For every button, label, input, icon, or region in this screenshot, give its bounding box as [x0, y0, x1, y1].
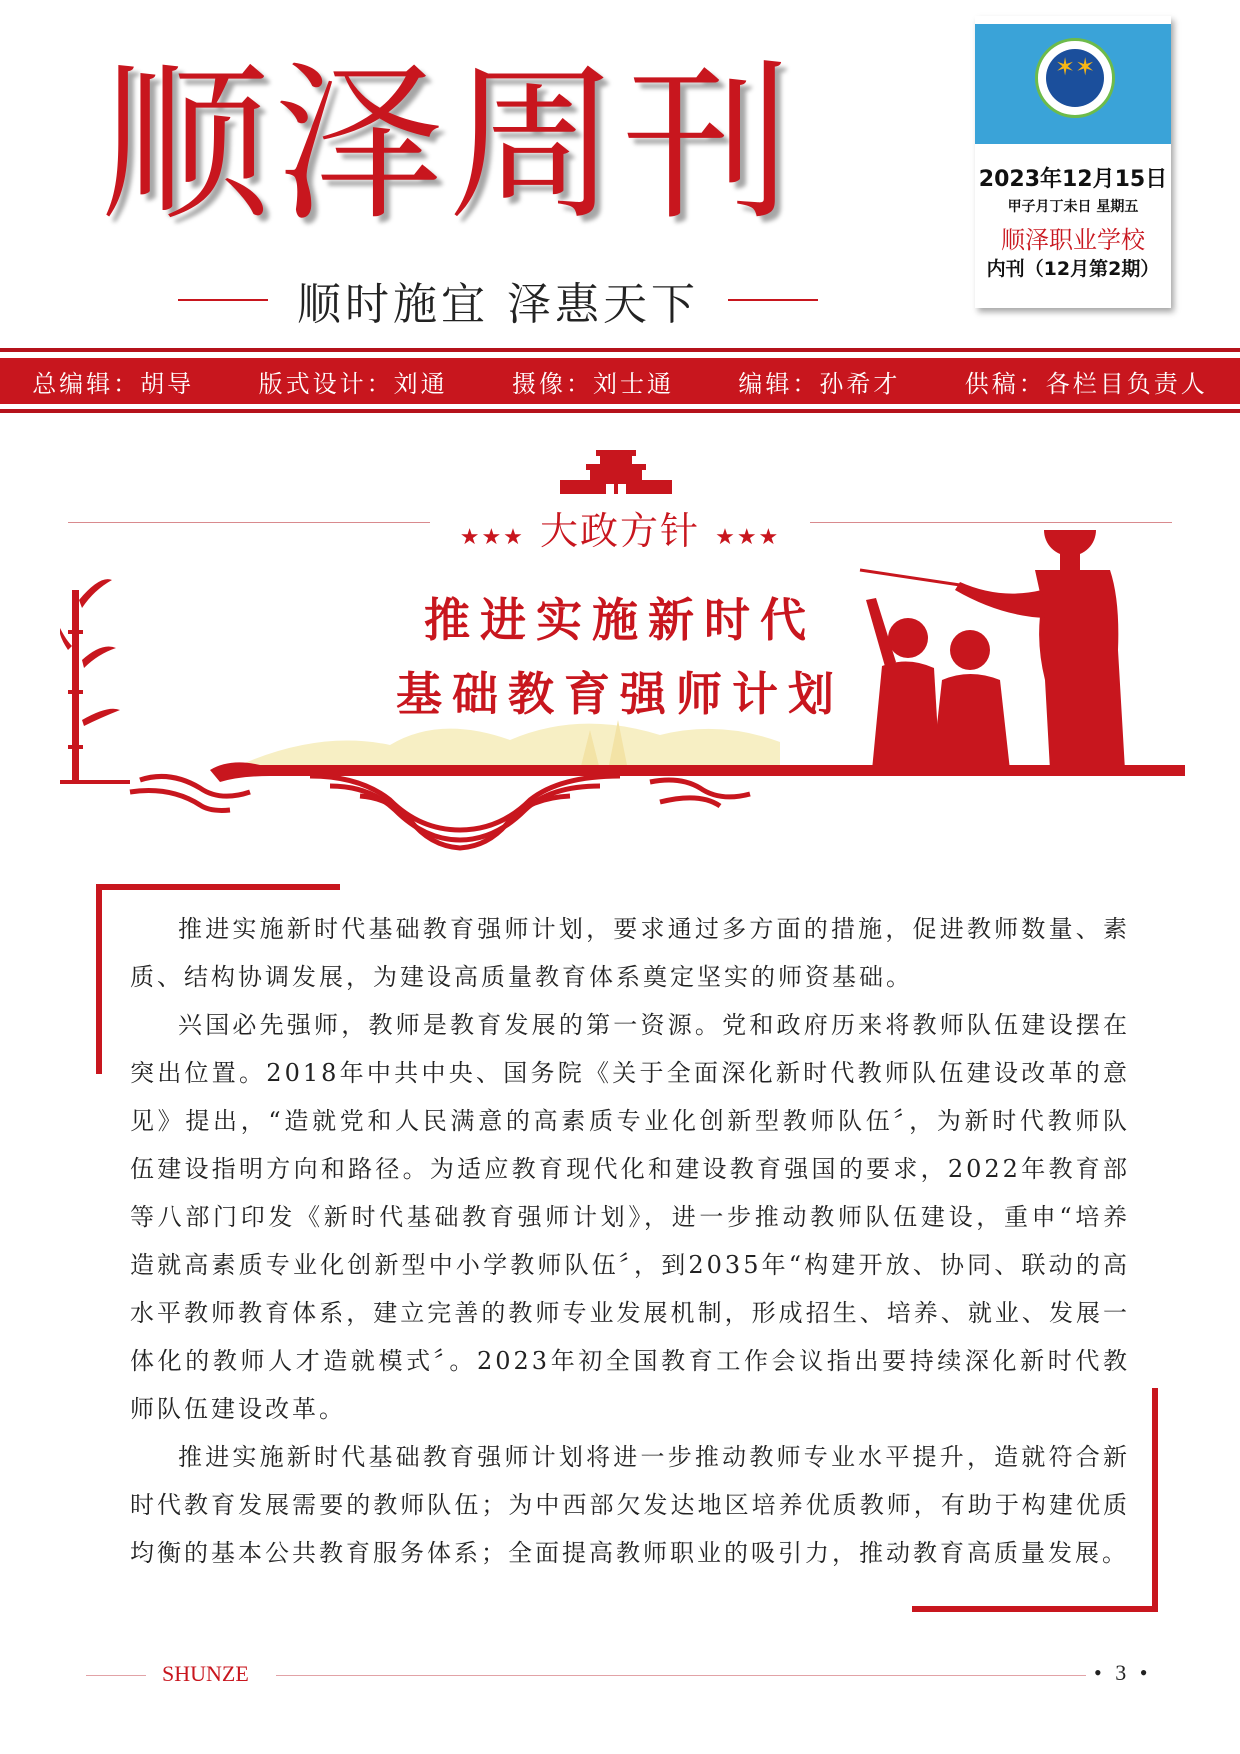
- slogan-left-rule: [178, 299, 268, 301]
- section-rule-right: [810, 522, 1172, 523]
- headline-line-2: 基础教育强师计划: [396, 667, 844, 721]
- masthead-title: 顺泽周刊: [100, 46, 797, 244]
- bracket-top-left-vertical: [96, 884, 102, 1074]
- staff-contributors: 供稿：各栏目负责人: [964, 369, 1208, 398]
- issue-number: 内刊（12月第2期）: [986, 258, 1160, 280]
- slogan-right-rule: [728, 299, 818, 301]
- staff-photographer: 摄像：刘士通: [511, 369, 674, 398]
- issue-date: 2023年12月15日: [978, 167, 1168, 192]
- slogan-row: [178, 272, 818, 328]
- section-label: 大政方针: [539, 509, 700, 553]
- page-number: • 3 •: [1094, 1660, 1152, 1685]
- school-name: 顺泽职业学校: [1001, 226, 1145, 254]
- wave-decoration-icon: [130, 776, 750, 848]
- bamboo-icon: [60, 579, 130, 784]
- star-icon: ★★★: [459, 525, 525, 550]
- staff-editor-in-chief: 总编辑：胡导: [32, 369, 195, 398]
- article-paragraph: 推进实施新时代基础教育强师计划，要求通过多方面的措施，促进教师数量、素质、结构协调发展，为建设高质量教育体系奠定坚实的师资基础。: [130, 915, 1130, 991]
- staff-banner: [0, 348, 1240, 414]
- tiananmen-gate-icon: [556, 450, 676, 494]
- footer-brand: SHUNZE: [162, 1661, 249, 1686]
- footer-rule-left: [86, 1675, 146, 1676]
- slogan: 顺时施宜 泽惠天下: [297, 279, 699, 330]
- article-body: [130, 905, 1130, 1577]
- footer-rule-right: [276, 1675, 1086, 1676]
- staff-layout-designer: 版式设计：刘通: [258, 369, 448, 398]
- staff-editor: 编辑：孙希才: [738, 369, 901, 398]
- bracket-bottom-right-vertical: [1152, 1388, 1158, 1612]
- bracket-top-left-horizontal: [96, 884, 340, 890]
- issue-info-box: [975, 16, 1171, 308]
- lunar-date: 甲子月丁未日 星期五: [1007, 199, 1139, 215]
- bracket-bottom-right-horizontal: [912, 1606, 1158, 1612]
- staff-list: [0, 358, 1240, 404]
- section-rule-left: [68, 522, 430, 523]
- info-band: [975, 24, 1171, 144]
- article-paragraph: 兴国必先强师，教师是教育发展的第一资源。党和政府历来将教师队伍建设摆在突出位置。2018年中共中央、国务院《关于全面深化新时代教师队伍建设改革的意见》提出，“造就党和人民满意的高素质专业化创新型教师队伍〞，为新时代教师队伍建设指明方向和路径。为适应教育现代化和建设教育强国的要求，2022年教育部等八部门印发《新时代基础教育强师计划》，进一步推动教师队伍建设，重申“培养造就高素质专业化创新型中小学教师队伍〞，到2035年“构建开放、协同、联动的高水平教师教育体系，建立完善的教师专业发展机制，形成招生、培养、就业、发展一体化的教师人才造就模式〞。2023年初全国教育工作会议指出要持续深化新时代教师队伍建设改革。: [130, 1011, 1130, 1423]
- headline-line-1: 推进实施新时代: [424, 593, 816, 647]
- school-logo-icon: ✶✶: [1035, 38, 1115, 118]
- article-paragraph: 推进实施新时代基础教育强师计划将进一步推动教师专业水平提升，造就符合新时代教育发展需要的教师队伍；为中西部欠发达地区培养优质教师，有助于构建优质均衡的基本公共教育服务体系；全面提高教师职业的吸引力，推动教育高质量发展。: [130, 1443, 1130, 1567]
- star-icon: ★★★: [715, 525, 781, 550]
